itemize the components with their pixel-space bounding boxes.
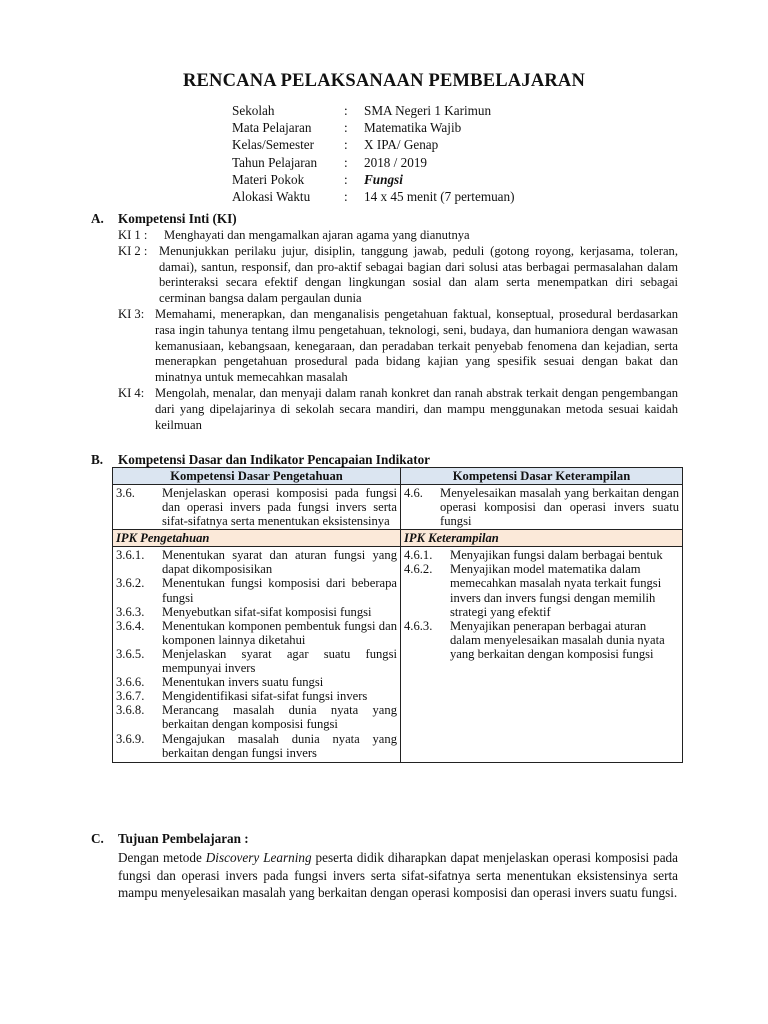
list-item (116, 732, 397, 760)
section-title: Kompetensi Inti (KI) (118, 211, 237, 226)
kd-text: Menjelaskan operasi komposisi pada fungsi dan operasi invers pada fungsi invers serta sifat-sifatnya serta menentukan eksistensinya (162, 486, 397, 529)
list-item (404, 548, 679, 562)
list-item (116, 548, 397, 576)
ipk-number: 4.6.2. (404, 562, 433, 577)
ki-item (118, 307, 678, 386)
ipk-number: 4.6.1. (404, 548, 433, 563)
ipk-text: Menyajikan penerapan berbagai aturan dalam menyelesaikan masalah dunia nyata yang berkaitan dengan komposisi fungsi (450, 618, 665, 661)
ki-item (118, 386, 678, 433)
header-kd-skills: Kompetensi Dasar Keterampilan (401, 468, 683, 485)
meta-label: Tahun Pelajaran (232, 154, 318, 170)
page-title: RENCANA PELAKSANAAN PEMBELAJARAN (182, 71, 586, 91)
competency-table (112, 467, 683, 763)
meta-label: Alokasi Waktu (232, 188, 311, 204)
ki-text: Mengolah, menalar, dan menyaji dalam ranah konkret dan ranah abstrak terkait dengan pengembangan dari yang dipelajarinya di sekolah secara mandiri, dan mampu menggunakan metoda sesuai kaidah keilmuan (155, 385, 678, 432)
header-kd-knowledge: Kompetensi Dasar Pengetahuan (113, 468, 401, 485)
kd-knowledge-cell (113, 485, 401, 530)
ipk-row (113, 547, 683, 762)
ipk-text: Menentukan komponen pembentuk fungsi dan komponen lainnya diketahui (162, 618, 397, 647)
meta-row-subject (232, 119, 515, 136)
ipk-number: 3.6.9. (116, 731, 145, 746)
ipk-text: Menjelaskan syarat agar suatu fungsi mempunyai invers (162, 646, 397, 676)
ipk-text: Menentukan fungsi komposisi dari beberapa fungsi (162, 576, 397, 605)
ki-text: Menghayati dan mengamalkan ajaran agama yang dianutnya (164, 228, 470, 242)
ipk-text: Menentukan invers suatu fungsi (162, 675, 324, 690)
list-item (116, 619, 397, 647)
ipk-text: Menentukan syarat dan aturan fungsi yang dapat dikomposisikan (162, 548, 397, 577)
ipk-number: 3.6.3. (116, 604, 145, 619)
list-item (116, 675, 397, 689)
ipk-text: Menyebutkan sifat-sifat komposisi fungsi (162, 604, 372, 619)
ipk-number: 3.6.8. (116, 703, 145, 718)
list-item (404, 562, 679, 618)
ipk-text: Mengidentifikasi sifat-sifat fungsi invers (162, 689, 368, 704)
objective-text-rest: peserta didik diharapkan dapat menjelaskan operasi komposisi pada fungsi dan operasi invers pada fungsi invers serta sifat-sifatnya serta menentukan eksistensinya serta mampu menyelesaikan masalah yang berkaitan dengan operasi komposisi dan operasi invers suatu fungsi. (118, 850, 678, 901)
list-item (404, 619, 679, 661)
ipk-text: Merancang masalah dunia nyata yang berkaitan dengan komposisi fungsi (162, 703, 397, 732)
meta-row-topic (232, 171, 515, 188)
kd-row (113, 485, 683, 530)
section-title: Kompetensi Dasar dan Indikator Pencapaian Indikator (118, 452, 431, 467)
meta-label: Sekolah (232, 103, 275, 118)
ipk-knowledge-title: IPK Pengetahuan (113, 530, 401, 547)
meta-row-school (232, 102, 515, 119)
section-letter: B. (91, 452, 104, 467)
meta-row-time (232, 188, 515, 205)
meta-value: Fungsi (364, 171, 403, 187)
ki-text: Memahami, menerapkan, dan menganalisis pengetahuan faktual, konseptual, prosedural berdasarkan rasa ingin tahunya tentang ilmu pengetahuan, teknologi, seni, budaya, dan humaniora dengan wawasan kemanusiaan, kebangsaan, kenegaraan, dan peradaban terkait penyebab fenomena dan kejadian, serta menerapkan pengetahuan prosedural pada bidang kajian yang spesifik sesuai dengan bakat dan minatnya untuk memecahkan masalah (155, 306, 678, 385)
ipk-skills-title: IPK Keterampilan (401, 530, 683, 547)
ki-item (118, 244, 678, 307)
meta-colon: : (344, 154, 348, 170)
ipk-number: 3.6.5. (116, 646, 145, 661)
ipk-skills-list (404, 548, 679, 661)
meta-value: X IPA/ Genap (364, 137, 439, 153)
ipk-number: 3.6.2. (116, 576, 145, 591)
objective-text-start: Dengan metode (118, 850, 206, 865)
meta-row-year (232, 154, 515, 171)
identity-block (232, 102, 515, 205)
section-letter: C. (91, 831, 104, 846)
ipk-number: 3.6.7. (116, 689, 145, 704)
ipk-number: 4.6.3. (404, 618, 433, 633)
meta-colon: : (344, 188, 348, 204)
ipk-number: 3.6.6. (116, 675, 145, 690)
ipk-skills-cell (401, 547, 683, 762)
meta-value: Matematika Wajib (364, 120, 462, 136)
kd-number: 4.6. (404, 486, 423, 500)
meta-label: Materi Pokok (232, 171, 305, 187)
ipk-header-row (113, 530, 683, 547)
meta-value: SMA Negeri 1 Karimun (364, 103, 492, 118)
objective-method: Discovery Learning (205, 850, 312, 865)
ki-code: KI 2 : (118, 243, 148, 258)
ki-code: KI 4: (118, 385, 145, 400)
ki-text: Menunjukkan perilaku jujur, disiplin, tanggung jawab, peduli (gotong royong, kerjasama, toleran, damai), santun, responsif, dan pro-aktif sebagai bagian dari solusi atas berbagai permasalahan dalam berinteraksi secara efektif dengan lingkungan sosial dan alam serta menempatkan diri sebagai cerminan bangsa dalam pergaulan dunia (159, 243, 678, 306)
list-item (116, 576, 397, 604)
ipk-text: Menyajikan model matematika dalam memecahkan masalah nyata terkait fungsi invers dan invers fungsi dengan memilih strategi yang efektif (450, 562, 662, 619)
section-letter: A. (91, 211, 104, 226)
ki-code: KI 3: (118, 306, 145, 321)
ki-item (118, 228, 678, 244)
list-item (116, 647, 397, 675)
meta-label: Mata Pelajaran (232, 120, 312, 136)
kd-knowledge (116, 486, 397, 528)
meta-colon: : (344, 103, 348, 118)
meta-colon: : (344, 171, 348, 187)
ki-list (118, 228, 678, 433)
meta-colon: : (344, 137, 348, 153)
list-item (116, 703, 397, 731)
meta-value: 14 x 45 menit (7 pertemuan) (364, 188, 515, 204)
ipk-knowledge-cell (113, 547, 401, 762)
ipk-text: Mengajukan masalah dunia nyata yang berkaitan dengan fungsi invers (162, 731, 397, 760)
meta-colon: : (344, 120, 348, 136)
list-item (116, 605, 397, 619)
list-item (116, 689, 397, 703)
kd-skills-cell (401, 485, 683, 530)
ki-code: KI 1 : (118, 228, 148, 242)
kd-text: Menyelesaikan masalah yang berkaitan dengan operasi komposisi dan operasi invers suatu fungsi (440, 486, 679, 529)
meta-value: 2018 / 2019 (364, 154, 428, 170)
kd-skills (404, 486, 679, 528)
ipk-knowledge-list (116, 548, 397, 759)
ipk-number: 3.6.1. (116, 548, 145, 563)
ipk-number: 3.6.4. (116, 618, 145, 633)
learning-objective-paragraph (118, 849, 678, 902)
meta-row-class (232, 136, 515, 153)
section-title: Tujuan Pembelajaran : (118, 831, 249, 846)
kd-number: 3.6. (116, 486, 135, 500)
table-header-row (113, 468, 683, 485)
meta-label: Kelas/Semester (232, 137, 315, 153)
ipk-text: Menyajikan fungsi dalam berbagai bentuk (450, 548, 663, 563)
